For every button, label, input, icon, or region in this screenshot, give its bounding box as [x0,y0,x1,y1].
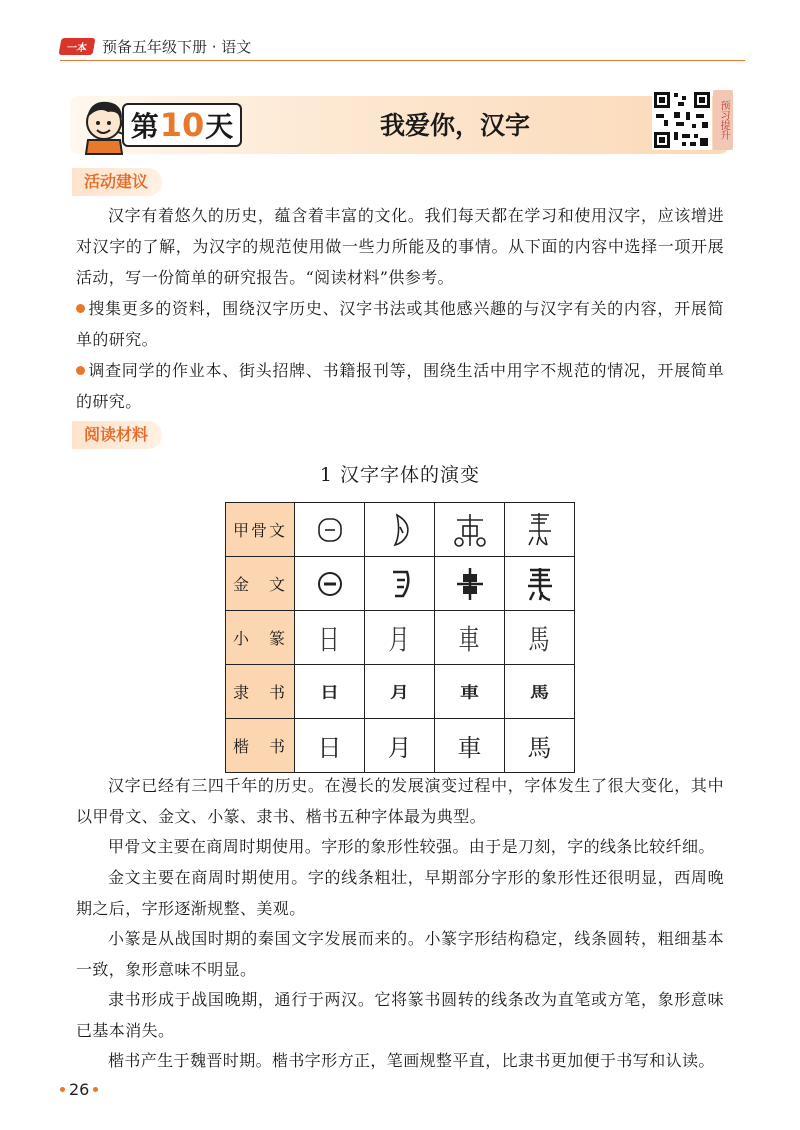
reading-paragraph-6: 楷书产生于魏晋时期。楷书字形方正，笔画规整平直，比隶书更加便于书写和认读。 [108,1051,715,1070]
header-divider [60,60,745,61]
row-label-xiaozhuan: 小 篆 [226,611,295,665]
day-suffix: 天 [205,110,234,143]
page-dot-icon [93,1087,98,1092]
reading-paragraph-1: 汉字已经有三四千年的历史。在漫长的发展演变过程中，字体发生了很大变化，其中以甲骨文、金文、小篆、隶书、楷书五种字体最为典型。 [76,776,724,826]
row-label-jinwen: 金 文 [226,557,295,611]
regular-sun-glyph: 日 [295,719,365,773]
regular-cart-glyph: 車 [435,719,505,773]
day-number: 10 [159,106,205,144]
day-badge [122,103,242,147]
brand-logo: 一本 [59,38,96,55]
bronze-moon-glyph [365,557,435,611]
row-label-jiaguwen: 甲骨文 [226,503,295,557]
seal-horse-glyph: 馬 [505,611,575,665]
row-label-kaishu: 楷 书 [226,719,295,773]
lesson-title: 我爱你，汉字 [379,111,530,140]
table-row-xiaozhuan [226,611,575,665]
clerical-sun-glyph: 日 [295,665,365,719]
regular-moon-glyph: 月 [365,719,435,773]
qr-label: 预习提升 [713,90,733,150]
bronze-horse-glyph [505,557,575,611]
regular-horse-glyph: 馬 [505,719,575,773]
oracle-cart-glyph [435,503,505,557]
table-row-jiaguwen [226,503,575,557]
oracle-moon-glyph [365,503,435,557]
activity-bullet-text: 搜集更多的资料，围绕汉字历史、汉字书法或其他感兴趣的与汉字有关的内容，开展简单的研究。 [76,299,724,349]
seal-moon-glyph: 月 [365,611,435,665]
table-row-jinwen [226,557,575,611]
clerical-cart-glyph: 車 [435,665,505,719]
activity-bullet-1 [76,293,724,355]
clerical-moon-glyph: 月 [365,665,435,719]
section-tag-activity: 活动建议 [72,168,162,196]
figure-title: 1 汉字字体的演变 [319,464,481,486]
oracle-sun-glyph [295,503,365,557]
page-header [60,36,251,57]
qr-code-icon[interactable] [652,90,712,150]
reading-paragraph-4: 小篆是从战国时期的秦国文字发展而来的。小篆字形结构稳定，线条圆转，粗细基本一致，象形意味不明显。 [76,929,724,979]
activity-bullet-text: 调查同学的作业本、街头招牌、书籍报刊等，围绕生活中用字不规范的情况，开展简单的研究。 [76,361,724,411]
bullet-dot-icon [76,366,85,375]
reading-paragraph-5: 隶书形成于战国晚期，通行于两汉。它将篆书圆转的线条改为直笔或方笔，象形意味已基本消失。 [76,990,724,1040]
page-number-text: 26 [69,1080,90,1099]
reading-paragraph-2: 甲骨文主要在商周时期使用。字形的象形性较强。由于是刀刻，字的线条比较纤细。 [108,837,715,856]
book-title: 预备五年级下册 · 语文 [102,38,252,56]
table-row-lishu [226,665,575,719]
section-tag-reading: 阅读材料 [72,421,162,449]
reading-paragraph-3: 金文主要在商周时期使用。字的线条粗壮，早期部分字形的象形性还很明显，西周晚期之后，字形逐渐规整、美观。 [76,868,724,918]
activity-intro: 汉字有着悠久的历史，蕴含着丰富的文化。我们每天都在学习和使用汉字，应该增进对汉字的了解，为汉字的规范使用做一些力所能及的事情。从下面的内容中选择一项开展活动，写一份简单的研究报告。“阅读材料”供参考。 [76,206,724,287]
row-label-lishu: 隶 书 [226,665,295,719]
oracle-horse-glyph [505,503,575,557]
table-row-kaishu [226,719,575,773]
script-evolution-table [225,502,575,773]
page-dot-icon [60,1087,65,1092]
seal-sun-glyph: 日 [295,611,365,665]
activity-bullet-2 [76,355,724,417]
page-number [60,1080,98,1099]
day-prefix: 第 [130,110,159,143]
bronze-cart-glyph [435,557,505,611]
bullet-dot-icon [76,304,85,313]
bronze-sun-glyph [295,557,365,611]
seal-cart-glyph: 車 [435,611,505,665]
clerical-horse-glyph: 馬 [505,665,575,719]
